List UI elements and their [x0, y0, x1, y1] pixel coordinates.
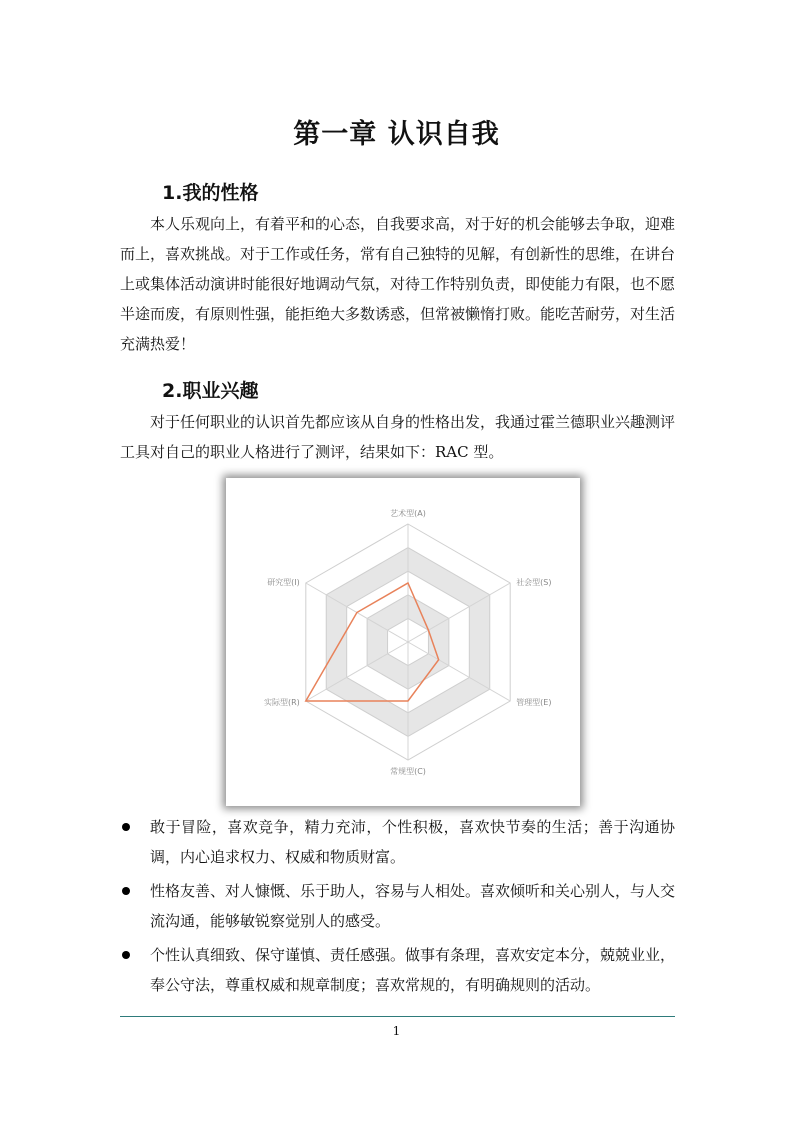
- bullet-text: 敢于冒险，喜欢竞争，精力充沛，个性积极，喜欢快节奏的生活；善于沟通协调，内心追求权力、权威和物质财富。: [150, 818, 675, 866]
- radar-axis-label: 社会型(S): [516, 578, 552, 587]
- bullet-dot-icon: [122, 951, 130, 959]
- radar-axis-label: 实际型(R): [263, 698, 300, 707]
- bullet-dot-icon: [122, 887, 130, 895]
- radar-axis-label: 常规型(C): [390, 767, 426, 776]
- radar-chart: [226, 478, 580, 806]
- paragraph-personality: 本人乐观向上，有着平和的心态，自我要求高，对于好的机会能够去争取，迎难而上，喜欢挑战。对于工作或任务，常有自己独特的见解，有创新性的思维，在讲台上或集体活动演讲时能很好地调动气氛，对待工作特别负责，即使能力有限，也不愿半途而废，有原则性强，能拒绝大多数诱惑，但常被懒惰打败。能吃苦耐劳，对生活充满热爱！: [120, 215, 676, 353]
- bullet-text: 性格友善、对人慷慨、乐于助人，容易与人相处。喜欢倾听和关心别人，与人交流沟通，能够敏锐察觉别人的感受。: [150, 882, 676, 930]
- radar-axis-label: 艺术型(A): [390, 509, 426, 518]
- paragraph-career-interest: 对于任何职业的认识首先都应该从自身的性格出发，我通过霍兰德职业兴趣测评工具对自己的职业人格进行了测评，结果如下：RAC 型。: [120, 413, 676, 461]
- bullet-item: [120, 940, 675, 1000]
- section-heading-career-interest: 2.职业兴趣: [162, 380, 259, 402]
- bullet-item: [120, 876, 675, 936]
- page-number: 1: [392, 1024, 401, 1038]
- radar-axis-label: 研究型(I): [267, 578, 300, 587]
- bullet-item: [120, 812, 675, 872]
- bullet-text: 个性认真细致、保守谨慎、责任感强。做事有条理，喜欢安定本分，兢兢业业，奉公守法，尊重权威和规章制度；喜欢常规的，有明确规则的活动。: [150, 946, 676, 994]
- page-title: 第一章 认识自我: [293, 119, 500, 150]
- footer-divider: [120, 1016, 675, 1017]
- section-heading-personality: 1.我的性格: [162, 182, 259, 204]
- radar-chart-frame: [226, 478, 580, 806]
- bullet-dot-icon: [122, 823, 130, 831]
- radar-axis-label: 管理型(E): [516, 698, 552, 707]
- bullet-list: [120, 812, 675, 1004]
